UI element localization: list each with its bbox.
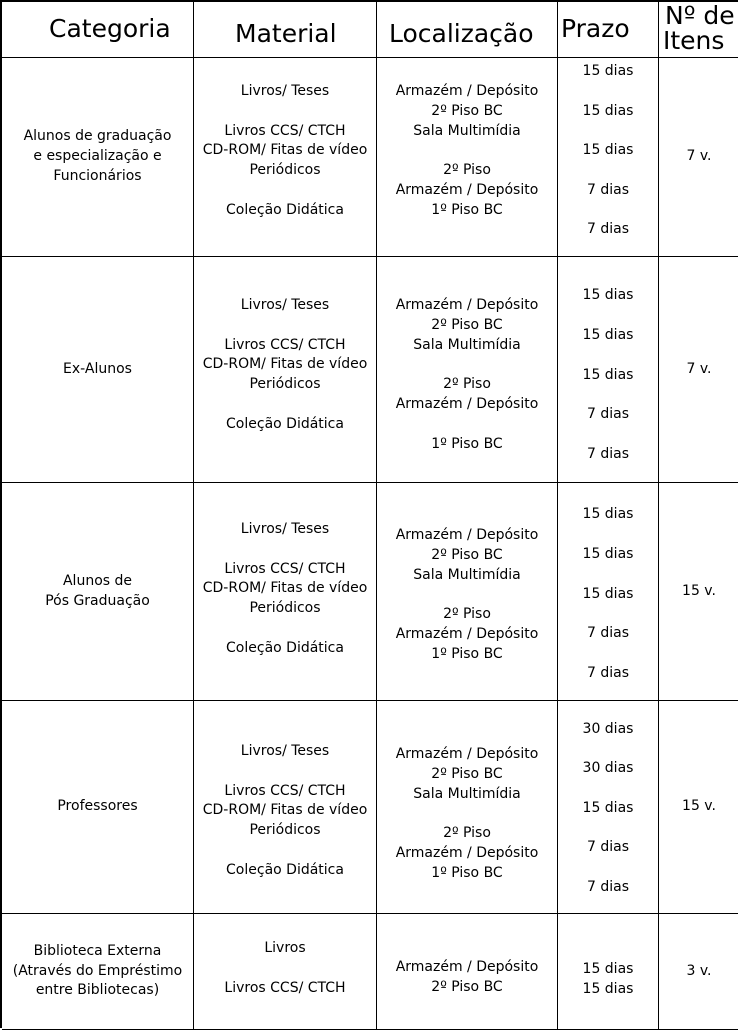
material-line: Livros CCS/ CTCH xyxy=(224,122,346,139)
header-itens-cell xyxy=(659,2,738,58)
material-line: Livros/ Teses xyxy=(240,297,330,313)
prazo-value: 15 dias xyxy=(582,585,634,602)
category-line: (Através do Empréstimo xyxy=(12,962,183,979)
prazo-value: 15 dias xyxy=(582,63,634,79)
location-line: Armazém / Depósito xyxy=(395,395,539,412)
location-line xyxy=(377,415,557,435)
category-cell xyxy=(2,483,194,701)
category-line: Ex-Alunos xyxy=(63,360,132,377)
material-cell xyxy=(194,483,377,701)
location-line xyxy=(377,804,557,824)
material-line xyxy=(194,395,376,415)
material-line: CD-ROM/ Fitas de vídeo xyxy=(202,142,368,159)
header-categoria: Categoria xyxy=(49,14,171,43)
location-line xyxy=(377,141,557,161)
itens-cell xyxy=(659,257,738,483)
material-line xyxy=(194,841,376,861)
material-line: Periódicos xyxy=(249,600,321,617)
material-cell xyxy=(194,701,377,914)
prazo-value: 15 dias xyxy=(582,961,634,977)
itens-value: 7 v. xyxy=(686,148,712,165)
prazo-value: 15 dias xyxy=(582,366,634,383)
category-cell xyxy=(2,58,194,257)
itens-cell xyxy=(659,914,738,1030)
material-line: Periódicos xyxy=(249,376,321,393)
category-line: entre Bibliotecas) xyxy=(35,982,160,999)
itens-value: 3 v. xyxy=(686,962,712,979)
itens-cell xyxy=(659,483,738,701)
material-line xyxy=(194,181,376,201)
material-cell xyxy=(194,257,377,483)
category-cell xyxy=(2,257,194,483)
location-line: Armazém / Depósito xyxy=(395,625,539,642)
material-cell xyxy=(194,914,377,1030)
location-line: Armazém / Depósito xyxy=(395,844,539,861)
location-line: 1º Piso BC xyxy=(431,645,503,662)
material-line: Livros CCS/ CTCH xyxy=(224,782,346,799)
material-line: Coleção Didática xyxy=(226,415,344,432)
location-line: Sala Multimídia xyxy=(413,566,521,583)
location-line: 2º Piso BC xyxy=(431,102,503,119)
prazo-value: 15 dias xyxy=(582,102,634,119)
header-material-cell xyxy=(194,2,377,58)
location-line: Sala Multimídia xyxy=(413,336,521,353)
location-line: 1º Piso BC xyxy=(431,435,503,452)
category-line: Funcionários xyxy=(53,167,142,184)
material-line: Livros CCS/ CTCH xyxy=(224,979,346,996)
material-line: Periódicos xyxy=(249,822,321,839)
category-line: Alunos de graduação xyxy=(23,128,172,145)
location-line: Armazém / Depósito xyxy=(395,959,539,975)
location-line: 2º Piso xyxy=(443,825,491,842)
prazo-value: 15 dias xyxy=(582,981,634,997)
location-line xyxy=(377,355,557,375)
prazo-value: 15 dias xyxy=(582,142,634,159)
prazo-value: 15 dias xyxy=(582,287,634,303)
header-categoria-cell xyxy=(2,2,194,58)
location-line: Armazém / Depósito xyxy=(395,181,539,198)
location-line: 2º Piso BC xyxy=(431,978,503,995)
material-line: Livros xyxy=(264,940,306,956)
material-line: Livros/ Teses xyxy=(240,521,330,537)
material-line: Periódicos xyxy=(249,162,321,179)
material-cell xyxy=(194,58,377,257)
location-line: 1º Piso BC xyxy=(431,201,503,218)
prazo-cell xyxy=(558,257,659,483)
category-line: Alunos de xyxy=(62,572,133,589)
itens-value: 15 v. xyxy=(682,582,716,599)
location-line: Sala Multimídia xyxy=(413,122,521,139)
header-prazo: Prazo xyxy=(561,14,630,43)
prazo-cell xyxy=(558,58,659,257)
itens-value: 15 v. xyxy=(682,798,716,815)
category-cell xyxy=(2,701,194,914)
header-localizacao: Localização xyxy=(389,19,534,48)
location-line xyxy=(377,585,557,605)
material-line: Coleção Didática xyxy=(226,861,344,878)
itens-value: 7 v. xyxy=(686,360,712,377)
category-cell xyxy=(2,914,194,1030)
prazo-value: 7 dias xyxy=(586,625,629,642)
location-line: Armazém / Depósito xyxy=(395,83,539,99)
prazo-value: 7 dias xyxy=(586,221,629,238)
prazo-value: 15 dias xyxy=(582,799,634,816)
category-line: Biblioteca Externa xyxy=(33,942,162,959)
material-line xyxy=(194,316,376,336)
prazo-value: 7 dias xyxy=(586,839,629,856)
material-line: Coleção Didática xyxy=(226,201,344,218)
prazo-value: 7 dias xyxy=(586,878,629,895)
location-cell xyxy=(377,701,558,914)
material-line: Livros/ Teses xyxy=(240,743,330,759)
header-localizacao-cell xyxy=(377,2,558,58)
prazo-value: 15 dias xyxy=(582,326,634,343)
location-line: 1º Piso BC xyxy=(431,864,503,881)
prazo-cell xyxy=(558,701,659,914)
itens-cell xyxy=(659,58,738,257)
itens-cell xyxy=(659,701,738,914)
category-line: Professores xyxy=(57,798,138,815)
location-line: Armazém / Depósito xyxy=(395,746,539,762)
prazo-value: 30 dias xyxy=(582,760,634,777)
prazo-value: 15 dias xyxy=(582,545,634,562)
material-line: CD-ROM/ Fitas de vídeo xyxy=(202,356,368,373)
material-line: Livros CCS/ CTCH xyxy=(224,560,346,577)
location-line: Armazém / Depósito xyxy=(395,527,539,543)
location-cell xyxy=(377,257,558,483)
category-line: e especialização e xyxy=(33,148,162,165)
location-cell xyxy=(377,914,558,1030)
header-itens-line1: Nº de xyxy=(665,2,735,30)
material-line xyxy=(194,762,376,782)
location-line: 2º Piso BC xyxy=(431,765,503,782)
material-line xyxy=(194,102,376,122)
location-line: 2º Piso BC xyxy=(431,316,503,333)
location-cell xyxy=(377,58,558,257)
material-line: CD-ROM/ Fitas de vídeo xyxy=(202,580,368,597)
header-material: Material xyxy=(235,19,337,48)
prazo-value: 30 dias xyxy=(582,721,634,737)
material-line: Livros/ Teses xyxy=(240,83,330,99)
prazo-cell xyxy=(558,483,659,701)
material-line: Livros CCS/ CTCH xyxy=(224,336,346,353)
prazo-value: 15 dias xyxy=(582,506,634,522)
material-line: CD-ROM/ Fitas de vídeo xyxy=(202,802,368,819)
location-line: Armazém / Depósito xyxy=(395,297,539,313)
material-line xyxy=(194,619,376,639)
prazo-value: 7 dias xyxy=(586,665,629,682)
prazo-value: 7 dias xyxy=(586,406,629,423)
prazo-value: 7 dias xyxy=(586,181,629,198)
prazo-cell xyxy=(558,914,659,1030)
location-line: Sala Multimídia xyxy=(413,785,521,802)
header-itens-line2: Itens xyxy=(663,26,725,55)
material-line: Coleção Didática xyxy=(226,639,344,656)
prazo-value: 7 dias xyxy=(586,446,629,463)
location-line: 2º Piso xyxy=(443,376,491,393)
location-cell xyxy=(377,483,558,701)
location-line: 2º Piso xyxy=(443,606,491,623)
header-prazo-cell xyxy=(558,2,659,58)
material-line xyxy=(194,959,376,979)
material-line xyxy=(194,540,376,560)
location-line: 2º Piso BC xyxy=(431,546,503,563)
category-line: Pós Graduação xyxy=(45,592,150,609)
location-line: 2º Piso xyxy=(443,162,491,179)
